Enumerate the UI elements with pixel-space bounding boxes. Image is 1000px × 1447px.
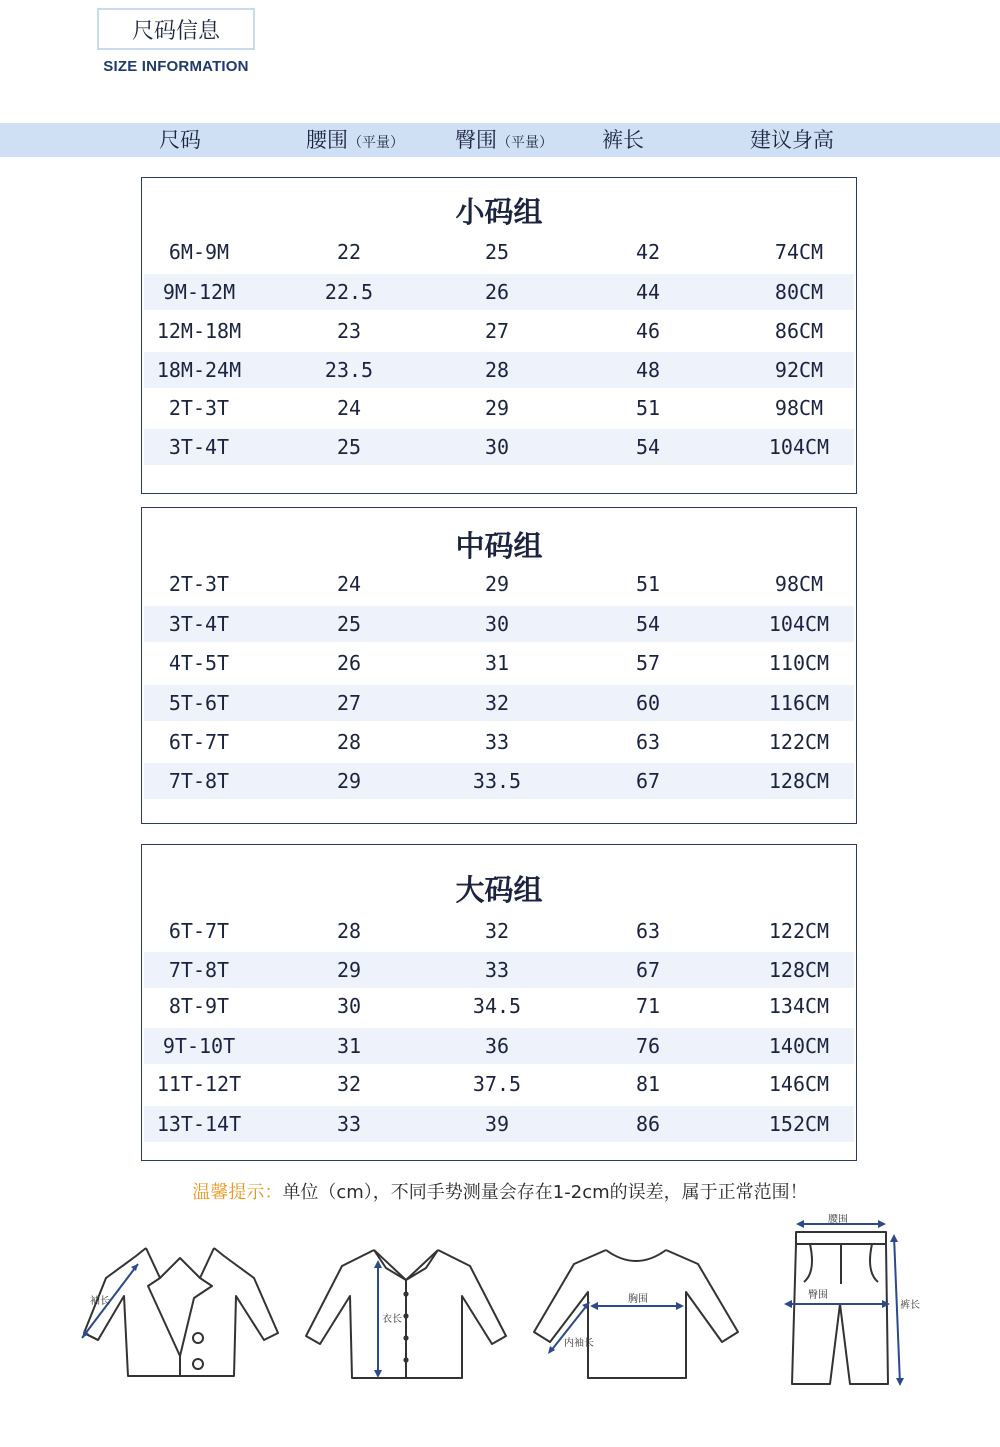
section-subtitle: SIZE INFORMATION: [103, 58, 249, 75]
height-cell: 140CM: [768, 1034, 830, 1058]
table-row: [144, 763, 854, 799]
length-cell: 81: [635, 1072, 661, 1096]
measurement-note: [0, 1178, 1000, 1204]
table-row: [144, 952, 854, 988]
hip-cell: 29: [484, 572, 510, 596]
size-cell: 2T-3T: [168, 396, 230, 420]
waist-cell: 28: [336, 730, 362, 754]
size-cell: 9T-10T: [162, 1034, 236, 1058]
waist-cell: 22.5: [324, 280, 374, 304]
group-title: 大码组: [455, 873, 543, 907]
table-row: [144, 685, 854, 721]
height-cell: 128CM: [768, 769, 830, 793]
table-row: [144, 645, 854, 681]
size-cell: 18M-24M: [156, 358, 242, 382]
waist-cell: 24: [336, 572, 362, 596]
table-row: [144, 1106, 854, 1142]
table-row: [144, 606, 854, 642]
height-cell: 116CM: [768, 691, 830, 715]
height-cell: 104CM: [768, 612, 830, 636]
column-header-bar: [0, 123, 1000, 157]
height-cell: 134CM: [768, 994, 830, 1018]
col-waist-note: （平量）: [348, 135, 404, 151]
waist-cell: 29: [336, 958, 362, 982]
size-cell: 5T-6T: [168, 691, 230, 715]
hip-cell: 39: [484, 1112, 510, 1136]
hip-cell: 28: [484, 358, 510, 382]
length-cell: 54: [635, 435, 661, 459]
col-waist: 腰围（平量）: [306, 128, 404, 152]
length-cell: 71: [635, 994, 661, 1018]
height-cell: 152CM: [768, 1112, 830, 1136]
height-cell: 92CM: [774, 358, 824, 382]
height-cell: 122CM: [768, 730, 830, 754]
length-cell: 44: [635, 280, 661, 304]
table-row: [144, 1028, 854, 1064]
size-cell: 3T-4T: [168, 435, 230, 459]
size-cell: 13T-14T: [156, 1112, 242, 1136]
waist-cell: 22: [336, 240, 362, 264]
hip-cell: 33: [484, 958, 510, 982]
size-cell: 12M-18M: [156, 319, 242, 343]
height-cell: 122CM: [768, 919, 830, 943]
size-group-large: [141, 844, 857, 1161]
hip-cell: 33: [484, 730, 510, 754]
length-cell: 51: [635, 572, 661, 596]
table-row: [144, 566, 854, 602]
table-row: [144, 313, 854, 349]
hip-cell: 31: [484, 651, 510, 675]
size-cell: 6T-7T: [168, 730, 230, 754]
size-cell: 6T-7T: [168, 919, 230, 943]
hip-cell: 36: [484, 1034, 510, 1058]
waist-cell: 30: [336, 994, 362, 1018]
size-cell: 9M-12M: [162, 280, 236, 304]
size-group-small: [141, 177, 857, 494]
waist-cell: 31: [336, 1034, 362, 1058]
col-hip: 臀围（平量）: [455, 128, 553, 152]
chest-label: 胸围: [628, 1294, 648, 1305]
table-row: [144, 390, 854, 426]
height-cell: 74CM: [774, 240, 824, 264]
waist-cell: 33: [336, 1112, 362, 1136]
waist-cell: 27: [336, 691, 362, 715]
height-cell: 104CM: [768, 435, 830, 459]
note-label: 温馨提示：: [192, 1182, 283, 1203]
col-hip-note: （平量）: [497, 135, 553, 151]
height-cell: 80CM: [774, 280, 824, 304]
hip-cell: 32: [484, 691, 510, 715]
size-cell: 2T-3T: [168, 572, 230, 596]
waist-cell: 28: [336, 919, 362, 943]
length-cell: 63: [635, 919, 661, 943]
table-row: [144, 724, 854, 760]
size-cell: 3T-4T: [168, 612, 230, 636]
waist-cell: 24: [336, 396, 362, 420]
length-cell: 86: [635, 1112, 661, 1136]
height-cell: 146CM: [768, 1072, 830, 1096]
pants-length-label: 裤长: [900, 1300, 920, 1311]
waist-cell: 23: [336, 319, 362, 343]
sleeve-label: 袖长: [90, 1296, 110, 1307]
size-cell: 8T-9T: [168, 994, 230, 1018]
body-length-label: 衣长: [382, 1314, 402, 1325]
col-size: 尺码: [159, 128, 201, 152]
size-group-medium: [141, 507, 857, 824]
group-title: 小码组: [455, 195, 543, 229]
waist-diagram-label: 腰围: [828, 1214, 848, 1225]
length-cell: 57: [635, 651, 661, 675]
hip-diagram-label: 臀围: [808, 1290, 828, 1301]
waist-cell: 26: [336, 651, 362, 675]
length-cell: 42: [635, 240, 661, 264]
table-row: [144, 988, 854, 1024]
table-row: [144, 274, 854, 310]
size-cell: 6M-9M: [168, 240, 230, 264]
hip-cell: 34.5: [472, 994, 522, 1018]
note-text: 单位（cm），不同手势测量会存在1-2cm的误差，属于正常范围！: [282, 1182, 808, 1203]
hip-cell: 32: [484, 919, 510, 943]
col-height: 建议身高: [750, 128, 834, 152]
waist-cell: 25: [336, 612, 362, 636]
height-cell: 86CM: [774, 319, 824, 343]
length-cell: 76: [635, 1034, 661, 1058]
length-cell: 60: [635, 691, 661, 715]
shirt-length-diagram: [302, 1244, 512, 1384]
waist-cell: 25: [336, 435, 362, 459]
size-cell: 4T-5T: [168, 651, 230, 675]
length-cell: 46: [635, 319, 661, 343]
size-cell: 11T-12T: [156, 1072, 242, 1096]
waist-cell: 29: [336, 769, 362, 793]
size-cell: 7T-8T: [168, 769, 230, 793]
col-length: 裤长: [602, 128, 644, 152]
length-cell: 51: [635, 396, 661, 420]
table-row: [144, 234, 854, 270]
height-cell: 98CM: [774, 572, 824, 596]
height-cell: 128CM: [768, 958, 830, 982]
table-row: [144, 352, 854, 388]
length-cell: 48: [635, 358, 661, 382]
height-cell: 98CM: [774, 396, 824, 420]
tshirt-chest-diagram: [530, 1244, 742, 1384]
table-row: [144, 1066, 854, 1102]
waist-cell: 23.5: [324, 358, 374, 382]
hip-cell: 27: [484, 319, 510, 343]
waist-cell: 32: [336, 1072, 362, 1096]
size-cell: 7T-8T: [168, 958, 230, 982]
table-row: [144, 913, 854, 949]
inner-sleeve-label: 内袖长: [564, 1338, 594, 1349]
length-cell: 67: [635, 769, 661, 793]
hip-cell: 26: [484, 280, 510, 304]
group-title: 中码组: [455, 529, 543, 563]
pants-diagram: [780, 1214, 926, 1390]
length-cell: 54: [635, 612, 661, 636]
table-row: [144, 429, 854, 465]
length-cell: 63: [635, 730, 661, 754]
section-title: 尺码信息: [131, 18, 220, 44]
hip-cell: 30: [484, 612, 510, 636]
hip-cell: 25: [484, 240, 510, 264]
hip-cell: 33.5: [472, 769, 522, 793]
hip-cell: 29: [484, 396, 510, 420]
length-cell: 67: [635, 958, 661, 982]
height-cell: 110CM: [768, 651, 830, 675]
hip-cell: 30: [484, 435, 510, 459]
section-title-box: [97, 8, 255, 50]
coat-sleeve-diagram: [76, 1238, 292, 1388]
hip-cell: 37.5: [472, 1072, 522, 1096]
